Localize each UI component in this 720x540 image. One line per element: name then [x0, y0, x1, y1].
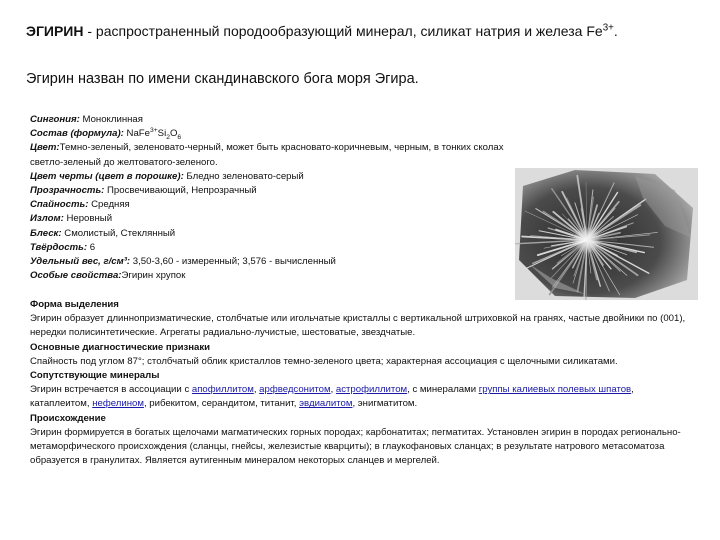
- prop-value: Бледно зеленовато-серый: [183, 170, 304, 182]
- prop-color: [30, 141, 510, 169]
- prop-density: [30, 255, 510, 269]
- text-fragment: , рибекитом, серандитом, титанит,: [143, 398, 300, 410]
- text-fragment: , энигматитом.: [352, 398, 418, 410]
- formula-part: O: [169, 128, 178, 140]
- link-astrophyllite[interactable]: астрофиллитом: [335, 384, 408, 396]
- section-heading-diagnostics: Основные диагностические признаки: [30, 341, 211, 353]
- link-nepheline[interactable]: нефелином: [92, 398, 144, 410]
- prop-key: Цвет:: [30, 142, 60, 154]
- prop-streak: [30, 170, 510, 184]
- section-text-origin: Эгирин формируется в богатых щелочами магматических горных породах; карбонатитах; пегматитах. Установлен эгирин в породах регионально-метаморфического происхождения (сланцы, гнейсы, железистые кварциты); в глаукофановых сланцах; в результате натрового метасоматоза образуется в гранулитах. Является аутигенным минералом некоторых сланцев и мергелей.: [30, 426, 681, 467]
- title-period: .: [613, 23, 618, 39]
- text-fragment: ,: [330, 384, 336, 396]
- prop-value: Темно-зеленый, зеленовато-черный, может быть красновато-коричневым, черным, в тонких сколах светло-зеленый до желтоватого-зеленого.: [30, 142, 504, 168]
- title-description: - распространенный породообразующий минерал, силикат натрия и железа Fe: [83, 23, 603, 39]
- mineral-photo: [515, 168, 698, 300]
- aegirine-crystal-image: [515, 168, 698, 300]
- prop-key: Спайность:: [30, 199, 89, 211]
- prop-syngony: [30, 113, 510, 127]
- section-heading-form: Форма выделения: [30, 299, 119, 310]
- section-text-diagnostics: Спайность под углом 87°; столбчатый облик кристаллов темно-зеленого цвета; характерная ассоциация с щелочными силикатами.: [30, 355, 618, 367]
- title-superscript: 3+: [602, 22, 614, 34]
- prop-key: Блеск:: [30, 227, 62, 239]
- description-body: [30, 298, 686, 468]
- prop-value: Средняя: [88, 199, 130, 211]
- prop-value: Моноклинная: [79, 114, 143, 125]
- formula-sub: 6: [177, 134, 182, 142]
- prop-value: Неровный: [63, 213, 113, 225]
- formula-sub: 2: [166, 134, 170, 142]
- prop-formula: [30, 127, 510, 141]
- prop-fracture: [30, 212, 510, 226]
- prop-key: Излом:: [30, 213, 64, 225]
- page-subtitle: Эгирин назван по имени скандинавского бога моря Эгира.: [26, 71, 419, 87]
- text-fragment: ,: [253, 384, 260, 396]
- link-k-feldspar-group[interactable]: группы калиевых полевых шпатов: [478, 384, 632, 396]
- formula-part: NaFe: [123, 128, 150, 140]
- prop-cleavage: [30, 198, 510, 212]
- prop-key: Сингония:: [30, 114, 80, 125]
- section-text-form: Эгирин образует длиннопризматические, столбчатые или игольчатые кристаллы с вертикальной штриховкой на гранях, частые двойники по (001), нередки полисинтетические. Агрегаты радиально-лучистые, шестоватые, звездчатые.: [30, 313, 686, 339]
- prop-transparency: [30, 184, 510, 198]
- prop-key: Особые свойства:: [30, 270, 122, 282]
- prop-key: Цвет черты (цвет в порошке):: [30, 170, 184, 182]
- prop-value: Смолистый, Стеклянный: [61, 227, 176, 239]
- text-fragment: Эгирин встречается в ассоциации с: [30, 384, 192, 396]
- prop-key: Удельный вес, г/см³:: [30, 256, 131, 268]
- text-fragment: , с минералами: [407, 384, 479, 396]
- title-mineral-name: ЭГИРИН: [26, 23, 84, 39]
- prop-value: 6: [87, 241, 96, 253]
- prop-value: Просвечивающий, Непрозрачный: [104, 185, 257, 197]
- link-arfvedsonite[interactable]: арфведсонитом: [259, 384, 331, 396]
- link-eudialyte[interactable]: эвдиалитом: [299, 398, 353, 410]
- formula-sup: 3+: [150, 127, 158, 135]
- prop-value: 3,50-3,60 - измеренный; 3,576 - вычисленный: [130, 256, 336, 268]
- section-text-associated: [30, 383, 686, 411]
- section-heading-origin: Происхождение: [30, 412, 106, 424]
- link-apophyllite[interactable]: апофиллитом: [191, 384, 254, 396]
- prop-key: Твёрдость:: [30, 241, 88, 253]
- formula-part: Si: [157, 128, 167, 140]
- prop-key: Состав (формула):: [30, 128, 124, 140]
- properties-list: [30, 113, 510, 283]
- prop-special: [30, 269, 510, 283]
- prop-luster: [30, 227, 510, 241]
- text-fragment: , катаплеитом,: [30, 384, 634, 410]
- page-title: [26, 22, 706, 40]
- prop-hardness: [30, 241, 510, 255]
- prop-key: Прозрачность:: [30, 185, 105, 197]
- section-heading-associated: Сопутствующие минералы: [30, 370, 160, 382]
- prop-value: Эгирин хрупок: [121, 270, 186, 282]
